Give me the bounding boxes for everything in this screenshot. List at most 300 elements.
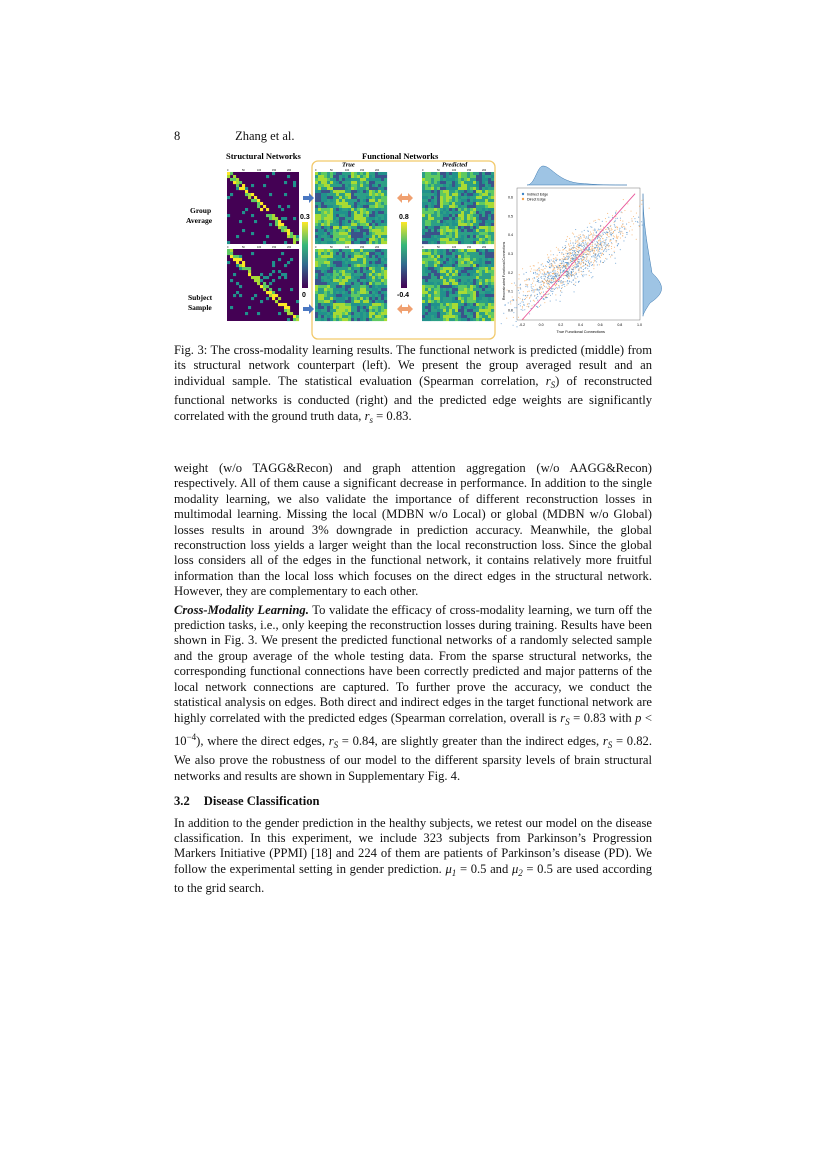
- scatter-point: [562, 272, 563, 273]
- scatter-point: [568, 266, 569, 267]
- scatter-point: [548, 294, 549, 295]
- scatter-point: [547, 280, 548, 281]
- scatter-point: [616, 240, 617, 241]
- scatter-point: [594, 234, 595, 235]
- scatter-point: [528, 306, 529, 307]
- scatter-point: [626, 234, 627, 235]
- scatter-point: [642, 225, 643, 226]
- scatter-point: [561, 252, 562, 253]
- scatter-point: [524, 305, 525, 306]
- scatter-point: [564, 284, 565, 285]
- matrix-tick: 200: [287, 246, 292, 249]
- scatter-point: [586, 236, 587, 237]
- scatter-point: [553, 261, 554, 262]
- scatter-point: [593, 230, 594, 231]
- scatter-point: [564, 256, 565, 257]
- scatter-point: [556, 247, 557, 248]
- scatter-point: [536, 306, 537, 307]
- scatter-point: [611, 242, 612, 243]
- scatter-point: [600, 229, 601, 230]
- scatter-point: [540, 287, 541, 288]
- scatter-point: [521, 309, 522, 310]
- scatter-point: [557, 274, 558, 275]
- scatter-point: [546, 287, 547, 288]
- scatter-point: [584, 246, 585, 247]
- scatter-point: [633, 216, 634, 217]
- scatter-point: [630, 211, 631, 212]
- scatter-point: [555, 285, 556, 286]
- scatter-point: [515, 285, 516, 286]
- scatter-point: [602, 221, 603, 222]
- scatter-point: [518, 317, 519, 318]
- scatter-point: [575, 285, 576, 286]
- scatter-point: [606, 244, 607, 245]
- scatter-point: [639, 206, 640, 207]
- scatter-point: [616, 235, 617, 236]
- scatter-point: [610, 232, 611, 233]
- scatter-point: [611, 233, 612, 234]
- text-segment: Fig. 3: The cross-modality learning results. The functional network is predicted (middle) from its structural network counterpart (left). We present the group averaged result and an individual sample. The statistical evaluation (Spearman correlation,: [174, 343, 652, 388]
- scatter-point: [596, 241, 597, 242]
- scatter-point: [606, 251, 607, 252]
- scatter-point: [534, 269, 535, 270]
- scatter-point: [582, 256, 583, 257]
- scatter-point: [547, 271, 548, 272]
- scatter-point: [597, 248, 598, 249]
- y-tick-label: 0.0: [508, 308, 513, 313]
- scatter-point: [609, 254, 610, 255]
- scatter-point: [590, 254, 591, 255]
- scatter-point: [534, 301, 535, 302]
- scatter-point: [570, 240, 571, 241]
- scatter-point: [602, 241, 603, 242]
- scatter-point: [527, 295, 528, 296]
- scatter-point: [559, 260, 560, 261]
- identity-line: [522, 194, 635, 320]
- scatter-point: [540, 277, 541, 278]
- scatter-point: [527, 279, 528, 280]
- scatter-point: [549, 266, 550, 267]
- scatter-point: [593, 221, 594, 222]
- matrix-tick: 150: [360, 246, 365, 249]
- scatter-point: [529, 279, 530, 280]
- scatter-point: [552, 293, 553, 294]
- scatter-point: [609, 245, 610, 246]
- scatter-point: [533, 272, 534, 273]
- scatter-point: [538, 282, 539, 283]
- scatter-point: [614, 225, 615, 226]
- scatter-point: [574, 256, 575, 257]
- scatter-point: [578, 261, 579, 262]
- text-segment: r: [328, 733, 334, 748]
- scatter-point: [566, 262, 567, 263]
- scatter-point: [574, 264, 575, 265]
- scatter-point: [511, 300, 512, 301]
- scatter-point: [607, 244, 608, 245]
- scatter-point: [543, 298, 544, 299]
- text-segment: = 0.82. We also prove the robustness of our model to the different sparsity levels of brain structural networks and results are shown in Supplementary Fig. 4.: [174, 733, 652, 783]
- scatter-point: [636, 213, 637, 214]
- scatter-point: [586, 243, 587, 244]
- scatter-point: [544, 271, 545, 272]
- matrix-tick: 50: [330, 169, 333, 172]
- scatter-point: [535, 272, 536, 273]
- scatter-point: [608, 245, 609, 246]
- x-tick-label: 0.2: [558, 323, 564, 327]
- scatter-point: [520, 287, 521, 288]
- scatter-point: [566, 255, 567, 256]
- scatter-point: [576, 242, 577, 243]
- scatter-point: [543, 276, 544, 277]
- matrix-tick: 150: [467, 246, 472, 249]
- scatter-point: [505, 304, 506, 305]
- text-segment: ) of reconstructed functional networks is conducted (right) and the predicted edge weights are significantly correlated with the ground truth data,: [174, 373, 652, 423]
- scatter-point: [606, 229, 607, 230]
- scatter-point: [516, 321, 517, 322]
- scatter-point: [565, 266, 566, 267]
- scatter-point: [599, 249, 600, 250]
- scatter-point: [591, 261, 592, 262]
- scatter-point: [531, 268, 532, 269]
- matrix-tick: 150: [360, 169, 365, 172]
- scatter-point: [554, 263, 555, 264]
- scatter-point: [632, 229, 633, 230]
- scatter-point: [586, 259, 587, 260]
- scatter-point: [616, 241, 617, 242]
- text-segment: weight (w/o TAGG&Recon) and graph attention aggregation (w/o AAGG&Recon) respectively. All of them cause a significant decrease in performance. In addition to the single modality learning, we also validate the importance of different reconstruction losses in multimodal learning. Missing the local (MDBN w/o Local) or global (MDBN w/o Global) losses results in around 3% downgrade in prediction accuracy. Meanwhile, the global reconstruction loss yields a larger weight than the local reconstruction loss. Since the global loss considers all of the edges in the functional network, it contains relatively more fruitful information than the local loss which focuses on the direct edges in the structural network. However, they are complementary to each other.: [174, 461, 652, 599]
- scatter-point: [559, 275, 560, 276]
- scatter-point: [544, 268, 545, 269]
- scatter-point: [581, 262, 582, 263]
- scatter-point: [546, 281, 547, 282]
- scatter-point: [519, 292, 520, 293]
- colorbar-functional-min: -0.4: [397, 292, 410, 299]
- scatter-point: [559, 266, 560, 267]
- scatter-point: [544, 302, 545, 303]
- scatter-point: [553, 254, 554, 255]
- text-segment: r: [364, 408, 370, 423]
- scatter-point: [604, 260, 605, 261]
- scatter-point: [574, 291, 575, 292]
- scatter-point: [585, 264, 586, 265]
- scatter-point: [593, 235, 594, 236]
- y-tick-label: 0.5: [508, 214, 513, 219]
- scatter-point: [530, 295, 531, 296]
- scatter-point: [597, 251, 598, 252]
- scatter-point: [531, 284, 532, 285]
- scatter-point: [594, 254, 595, 255]
- scatter-point: [615, 258, 616, 259]
- scatter-point: [552, 265, 553, 266]
- scatter-point: [625, 229, 626, 230]
- matrix-tick: 50: [437, 246, 440, 249]
- scatter-point: [529, 303, 530, 304]
- scatter-point: [569, 269, 570, 270]
- scatter-point: [566, 250, 567, 251]
- scatter-point: [513, 317, 514, 318]
- scatter-point: [573, 271, 574, 272]
- scatter-point: [637, 221, 638, 222]
- scatter-point: [608, 249, 609, 250]
- scatter-point: [562, 258, 563, 259]
- scatter-point: [577, 254, 578, 255]
- scatter-point: [606, 234, 607, 235]
- scatter-point: [573, 247, 574, 248]
- scatter-point: [522, 310, 523, 311]
- scatter-point: [577, 263, 578, 264]
- scatter-point: [541, 278, 542, 279]
- scatter-point: [583, 259, 584, 260]
- scatter-point: [594, 240, 595, 241]
- y-marginal-density: [643, 194, 662, 317]
- scatter-point: [567, 251, 568, 252]
- scatter-point: [611, 254, 612, 255]
- scatter-point: [583, 257, 584, 258]
- scatter-point: [588, 247, 589, 248]
- scatter-point: [589, 235, 590, 236]
- x-tick-label: 0.8: [617, 323, 623, 327]
- scatter-point: [538, 278, 539, 279]
- scatter-point: [536, 297, 537, 298]
- scatter-point: [579, 267, 580, 268]
- scatter-point: [635, 221, 636, 222]
- scatter-point: [611, 248, 612, 249]
- scatter-point: [559, 252, 560, 253]
- scatter-point: [569, 238, 570, 239]
- legend-label: Indirect Edge: [527, 192, 549, 197]
- scatter-point: [579, 245, 580, 246]
- scatter-point: [595, 258, 596, 259]
- scatter-point: [552, 277, 553, 278]
- scatter-point: [592, 249, 593, 250]
- scatter-point: [606, 237, 607, 238]
- scatter-point: [552, 261, 553, 262]
- scatter-point: [618, 232, 619, 233]
- legend-marker: [522, 193, 524, 195]
- scatter-point: [592, 237, 593, 238]
- scatter-point: [563, 281, 564, 282]
- scatter-point: [575, 268, 576, 269]
- scatter-point: [614, 224, 615, 225]
- scatter-point: [510, 301, 511, 302]
- x-tick-label: 0.0: [538, 323, 544, 327]
- scatter-point: [578, 238, 579, 239]
- scatter-point: [549, 274, 550, 275]
- scatter-point: [569, 257, 570, 258]
- scatter-point: [535, 289, 536, 290]
- scatter-point: [541, 292, 542, 293]
- scatter-point: [607, 213, 608, 214]
- scatter-point: [585, 252, 586, 253]
- scatter-point: [620, 220, 621, 221]
- scatter-point: [624, 227, 625, 228]
- scatter-point: [601, 255, 602, 256]
- text-segment: In addition to the gender prediction in the healthy subjects, we retest our model on the disease classification. In this experiment, we include 323 subjects from Parkinson’s Progression Markers Initiative (PPMI) [18] and 224 of them are patients of Parkinson’s disease (PD). We follow the experimental setting in gender prediction.: [174, 815, 652, 876]
- text-segment: = 0.5 are used according to the grid search.: [174, 861, 652, 896]
- scatter-point: [608, 217, 609, 218]
- scatter-point: [542, 289, 543, 290]
- scatter-point: [615, 263, 616, 264]
- scatter-point: [576, 255, 577, 256]
- scatter-point: [590, 272, 591, 273]
- scatter-point: [537, 294, 538, 295]
- scatter-point: [596, 245, 597, 246]
- scatter-point: [523, 302, 524, 303]
- scatter-point: [543, 274, 544, 275]
- y-tick-label: 0.4: [508, 233, 513, 238]
- scatter-point: [551, 291, 552, 292]
- text-segment: = 0.5 and: [456, 861, 512, 876]
- scatter-point: [567, 280, 568, 281]
- scatter-point: [549, 273, 550, 274]
- scatter-point: [613, 238, 614, 239]
- scatter-point: [543, 282, 544, 283]
- scatter-point: [518, 287, 519, 288]
- scatter-point: [577, 251, 578, 252]
- scatter-point: [558, 265, 559, 266]
- x-marginal-density: [527, 166, 627, 185]
- scatter-point: [566, 273, 567, 274]
- scatter-point: [559, 269, 560, 270]
- matrix-tick: 200: [482, 246, 487, 249]
- scatter-point: [530, 266, 531, 267]
- scatter-point: [531, 305, 532, 306]
- scatter-point: [548, 274, 549, 275]
- scatter-point: [617, 227, 618, 228]
- scatter-point: [537, 276, 538, 277]
- scatter-point: [591, 248, 592, 249]
- scatter-point: [598, 245, 599, 246]
- scatter-point: [632, 234, 633, 235]
- paragraph: [174, 461, 652, 600]
- scatter-point: [593, 253, 594, 254]
- matrix-tick: 200: [482, 169, 487, 172]
- scatter-point: [583, 274, 584, 275]
- scatter-point: [566, 239, 567, 240]
- scatter-point: [570, 260, 571, 261]
- scatter-point: [576, 264, 577, 265]
- functional-matrix: [422, 246, 494, 321]
- scatter-point: [572, 252, 573, 253]
- scatter-point: [590, 251, 591, 252]
- scatter-point: [537, 307, 538, 308]
- scatter-point: [601, 243, 602, 244]
- scatter-point: [575, 229, 576, 230]
- scatter-point: [542, 273, 543, 274]
- text-segment: To validate the efficacy of cross-modality learning, we turn off the prediction tasks, i.e., only keeping the reconstruction losses during training. Results have been shown in Fig. 3. We present the predicted functional networks of a randomly selected sample and the group average of the whole testing data. From the sparse structural networks, the corresponding functional connections have been correctly predicted and major patterns of the local network connections are captured. To further prove the accuracy, we conduct the statistical analysis on edges. Both direct and indirect edges in the target functional network are highly correlated with the predicted edges (Spearman correlation, overall is: [174, 602, 652, 725]
- body-text: [174, 461, 652, 897]
- scatter-point: [580, 236, 581, 237]
- x-tick-label: 1.0: [637, 323, 642, 327]
- scatter-point: [550, 282, 551, 283]
- scatter-point: [552, 266, 553, 267]
- scatter-point: [579, 237, 580, 238]
- scatter-point: [578, 243, 579, 244]
- scatter-point: [548, 257, 549, 258]
- scatter-point: [540, 289, 541, 290]
- functional-matrix: [315, 169, 387, 244]
- scatter-point: [546, 266, 547, 267]
- scatter-point: [547, 288, 548, 289]
- scatter-point: [541, 264, 542, 265]
- scatter-point: [598, 229, 599, 230]
- scatter-point: [549, 281, 550, 282]
- scatter-point: [559, 287, 560, 288]
- matrix-tick: 0: [227, 169, 229, 172]
- scatter-point: [605, 218, 606, 219]
- scatter-point: [605, 248, 606, 249]
- scatter-point: [567, 253, 568, 254]
- scatter-point: [600, 241, 601, 242]
- scatter-point: [571, 282, 572, 283]
- scatter-point: [549, 284, 550, 285]
- scatter-point: [576, 256, 577, 257]
- scatter-point: [532, 283, 533, 284]
- scatter-point: [607, 227, 608, 228]
- scatter-point: [594, 256, 595, 257]
- scatter-point: [611, 230, 612, 231]
- scatter-point: [617, 229, 618, 230]
- scatter-point: [533, 280, 534, 281]
- scatter-point: [583, 271, 584, 272]
- scatter-point: [581, 274, 582, 275]
- scatter-point: [567, 259, 568, 260]
- scatter-point: [590, 246, 591, 247]
- scatter-point: [553, 265, 554, 266]
- scatter-point: [592, 246, 593, 247]
- scatter-point: [549, 293, 550, 294]
- scatter-point: [579, 250, 580, 251]
- text-segment: = 0.83.: [373, 408, 412, 423]
- scatter-point: [582, 259, 583, 260]
- scatter-point: [512, 300, 513, 301]
- scatter-point: [599, 247, 600, 248]
- scatter-point: [533, 292, 534, 293]
- scatter-point: [622, 221, 623, 222]
- legend-marker: [522, 198, 524, 200]
- scatter-point: [638, 217, 639, 218]
- scatter-point: [596, 232, 597, 233]
- scatter-point: [598, 240, 599, 241]
- scatter-point: [581, 231, 582, 232]
- scatter-point: [528, 278, 529, 279]
- scatter-point: [529, 290, 530, 291]
- matrix-tick: 150: [467, 169, 472, 172]
- scatter-point: [550, 276, 551, 277]
- scatter-point: [600, 261, 601, 262]
- scatter-point: [576, 266, 577, 267]
- scatter-point: [580, 267, 581, 268]
- scatter-point: [603, 262, 604, 263]
- scatter-point: [537, 296, 538, 297]
- scatter-point: [595, 247, 596, 248]
- scatter-point: [615, 213, 616, 214]
- scatter-point: [615, 218, 616, 219]
- scatter-point: [621, 212, 622, 213]
- scatter-point: [604, 243, 605, 244]
- scatter-point: [582, 242, 583, 243]
- scatter-point: [573, 255, 574, 256]
- scatter-point: [557, 268, 558, 269]
- scatter-point: [518, 297, 519, 298]
- scatter-point: [608, 243, 609, 244]
- scatter-point: [572, 254, 573, 255]
- scatter-point: [598, 253, 599, 254]
- scatter-point: [557, 278, 558, 279]
- scatter-point: [514, 307, 515, 308]
- scatter-point: [565, 268, 566, 269]
- scatter-point: [600, 242, 601, 243]
